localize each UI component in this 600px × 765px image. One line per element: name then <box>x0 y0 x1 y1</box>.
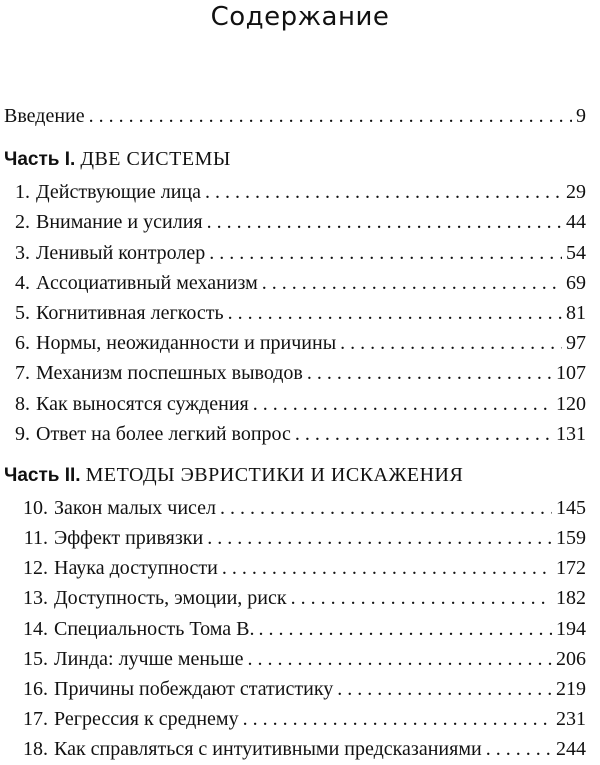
chapter-page: 231 <box>556 708 586 731</box>
leader-dots <box>295 419 552 449</box>
chapter-number: 8. <box>15 392 30 415</box>
leader-dots <box>262 268 562 298</box>
toc-entry-chapter[interactable] <box>4 328 586 358</box>
part-heading <box>4 141 586 177</box>
chapter-title: Линда: лучше меньше <box>54 647 244 670</box>
part-label: Часть I. <box>4 149 76 171</box>
chapter-page: 219 <box>556 678 586 700</box>
chapter-number: 14. <box>23 617 48 640</box>
chapter-number: 15. <box>23 647 48 670</box>
toc-entry-chapter[interactable] <box>4 583 586 613</box>
chapter-title: Нормы, неожиданности и причины <box>36 332 337 355</box>
toc-entry-chapter[interactable] <box>4 298 586 328</box>
leader-dots <box>222 553 552 583</box>
leader-dots <box>209 238 562 268</box>
chapter-number: 16. <box>23 678 48 700</box>
chapter-title: Как справляться с интуитивными предсказаниями <box>54 738 482 761</box>
chapter-number: 9. <box>15 422 30 445</box>
chapter-page: 120 <box>556 392 586 415</box>
leader-dots <box>220 493 552 523</box>
chapter-page: 131 <box>556 422 586 445</box>
leader-dots <box>205 177 562 207</box>
chapter-page: 182 <box>556 587 586 610</box>
chapter-number: 12. <box>23 557 48 580</box>
chapter-title: Ответ на более легкий вопрос <box>36 422 291 445</box>
leader-dots <box>248 644 552 674</box>
toc-entry-chapter[interactable] <box>4 734 586 764</box>
chapter-number: 13. <box>23 587 48 610</box>
toc-entry-chapter[interactable] <box>4 177 586 207</box>
toc-entry-chapter[interactable] <box>4 614 586 644</box>
toc-entry-chapter[interactable] <box>4 553 586 583</box>
chapter-number: 11. <box>23 527 48 550</box>
toc-entry-intro[interactable] <box>4 101 586 131</box>
leader-dots <box>486 734 552 764</box>
leader-dots <box>243 704 552 734</box>
chapter-number: 4. <box>15 271 30 294</box>
part-1-chapters <box>4 177 586 449</box>
toc-entry-chapter[interactable] <box>4 268 586 298</box>
chapter-page: 194 <box>556 617 586 640</box>
chapter-title: Ассоциативный механизм <box>36 271 258 294</box>
chapter-page: 107 <box>556 362 586 385</box>
chapter-title: Закон малых чисел <box>54 496 217 519</box>
chapter-page: 54 <box>566 241 586 264</box>
chapter-page: 81 <box>566 301 586 324</box>
chapter-number: 1. <box>15 181 30 204</box>
toc-entry-chapter[interactable] <box>4 419 586 449</box>
chapter-title: Эффект привязки <box>54 527 204 550</box>
toc-entry-chapter[interactable] <box>4 704 586 734</box>
chapter-number: 5. <box>15 301 30 324</box>
toc-entry-chapter[interactable] <box>4 674 586 704</box>
toc-entry-chapter[interactable] <box>4 207 586 237</box>
chapter-title: Наука доступности <box>54 557 218 580</box>
part-heading <box>4 457 586 493</box>
table-of-contents <box>4 101 586 765</box>
chapter-title: Доступность, эмоции, риск <box>54 587 287 610</box>
part-title: ДВЕ СИСТЕМЫ <box>80 148 231 171</box>
chapter-page: 206 <box>556 647 586 670</box>
chapter-page: 69 <box>566 271 586 294</box>
leader-dots <box>207 523 552 553</box>
chapter-title: Механизм поспешных выводов <box>36 362 303 385</box>
chapter-page: 159 <box>556 527 586 550</box>
chapter-page: 172 <box>556 557 586 580</box>
leader-dots <box>89 101 572 131</box>
leader-dots <box>207 207 562 237</box>
toc-entry-chapter[interactable] <box>4 523 586 553</box>
chapter-number: 10. <box>23 496 48 519</box>
chapter-title: Когнитивная легкость <box>36 301 224 324</box>
part-title: МЕТОДЫ ЭВРИСТИКИ И ИСКАЖЕНИЯ <box>85 463 464 486</box>
chapter-title: Специальность Тома В. <box>54 617 255 640</box>
leader-dots <box>337 674 552 704</box>
chapter-number: 3. <box>15 241 30 264</box>
chapter-page: 97 <box>566 332 586 355</box>
chapter-title: Внимание и усилия <box>36 211 203 234</box>
toc-entry-chapter[interactable] <box>4 358 586 388</box>
chapter-title: Причины побеждают статистику <box>54 678 334 700</box>
toc-entry-chapter[interactable] <box>4 389 586 419</box>
chapter-number: 7. <box>15 362 30 385</box>
leader-dots <box>291 583 552 613</box>
chapter-number: 17. <box>23 708 48 731</box>
leader-dots <box>253 389 552 419</box>
toc-entry-chapter[interactable] <box>4 493 586 523</box>
toc-entry-chapter[interactable] <box>4 644 586 674</box>
leader-dots <box>340 328 562 358</box>
chapter-page: 145 <box>556 496 586 519</box>
chapter-number: 18. <box>23 738 48 761</box>
toc-entry-page: 9 <box>576 105 586 127</box>
chapter-title: Действующие лица <box>36 181 202 204</box>
toc-entry-title: Введение <box>4 105 85 127</box>
leader-dots <box>259 614 553 644</box>
leader-dots <box>307 358 552 388</box>
chapter-page: 244 <box>556 738 586 761</box>
chapter-number: 6. <box>15 332 30 355</box>
chapter-page: 29 <box>566 181 586 204</box>
chapter-title: Как выносятся суждения <box>36 392 249 415</box>
toc-entry-chapter[interactable] <box>4 238 586 268</box>
chapter-number: 2. <box>15 211 30 234</box>
chapter-title: Ленивый контролер <box>36 241 206 264</box>
part-label: Часть II. <box>4 464 81 486</box>
chapter-page: 44 <box>566 211 586 234</box>
part-2-chapters <box>4 493 586 765</box>
leader-dots <box>228 298 562 328</box>
chapter-title: Регрессия к среднему <box>54 708 239 731</box>
page-title: Содержание <box>210 2 390 32</box>
